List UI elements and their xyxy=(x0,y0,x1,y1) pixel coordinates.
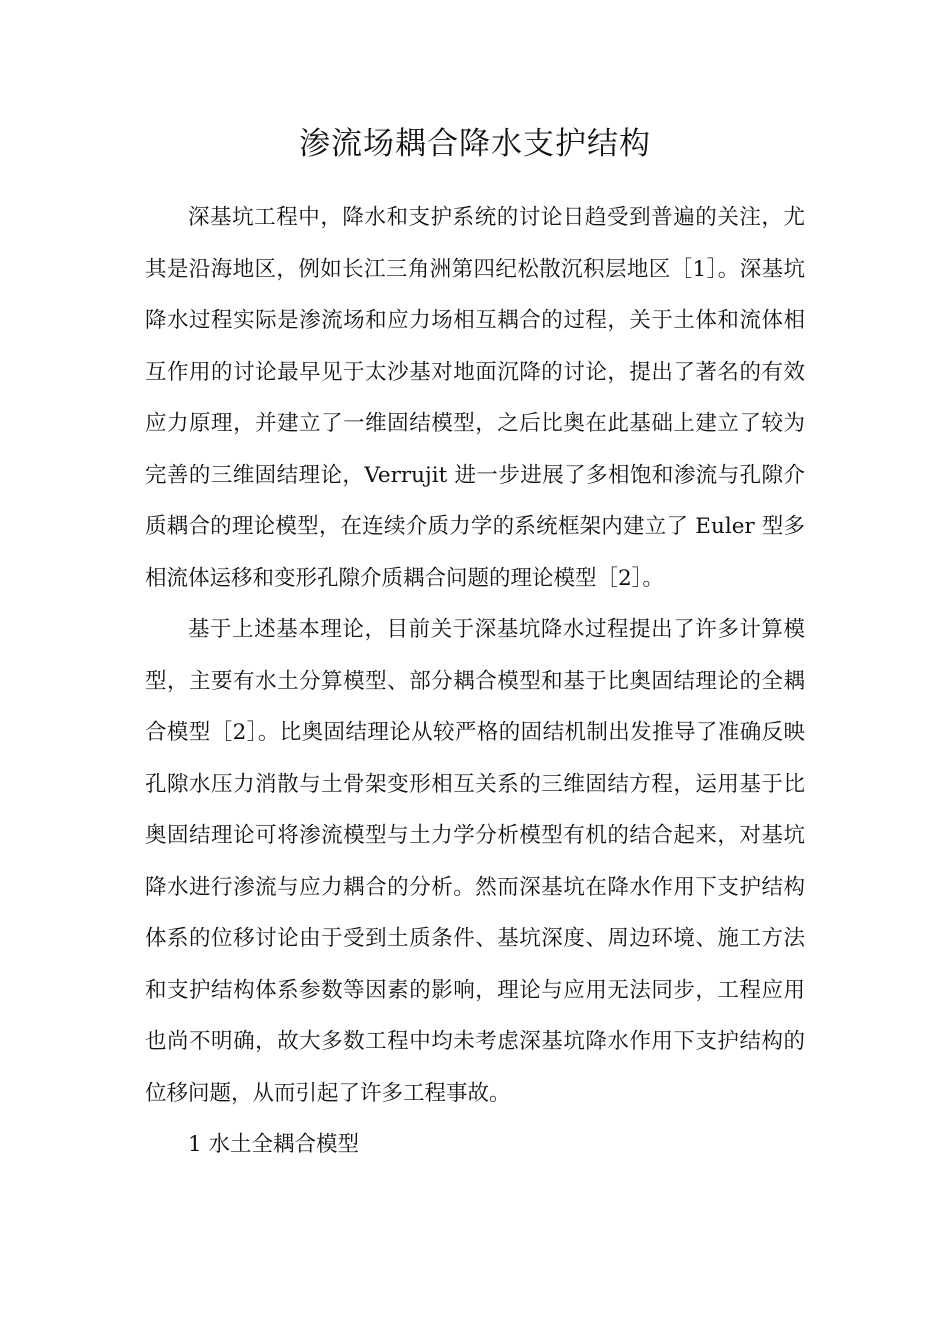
document-title: 渗流场耦合降水支护结构 xyxy=(299,126,651,162)
paragraph-2: 基于上述基本理论，目前关于深基坑降水过程提出了许多计算模型，主要有水土分算模型、部分耦合模型和基于比奥固结理论的全耦合模型［2］。比奥固结理论从较严格的固结机制出发推导了准确反映孔隙水压力消散与土骨架变形相互关系的三维固结方程，运用基于比奥固结理论可将渗流模型与土力学分析模型有机的结合起来，对基坑降水进行渗流与应力耦合的分析。然而深基坑在降水作用下支护结构体系的位移讨论由于受到土质条件、基坑深度、周边环境、施工方法和支护结构体系参数等因素的影响，理论与应用无法同步，工程应用也尚不明确，故大多数工程中均未考虑深基坑降水作用下支护结构的位移问题，从而引起了许多工程事故。 xyxy=(145,617,805,1106)
document-body xyxy=(145,192,805,1171)
section-heading: 1 水土全耦合模型 xyxy=(188,1132,360,1157)
paragraph-1: 深基坑工程中，降水和支护系统的讨论日趋受到普遍的关注，尤其是沿海地区，例如长江三角洲第四纪松散沉积层地区［1］。深基坑降水过程实际是渗流场和应力场相互耦合的过程，关于土体和流体相互作用的讨论最早见于太沙基对地面沉降的讨论，提出了著名的有效应力原理，并建立了一维固结模型，之后比奥在此基础上建立了较为完善的三维固结理论，Verrujit 进一步进展了多相饱和渗流与孔隙介质耦合的理论模型，在连续介质力学的系统框架内建立了 Euler 型多相流体运移和变形孔隙介质耦合问题的理论模型［2］。 xyxy=(145,205,805,591)
